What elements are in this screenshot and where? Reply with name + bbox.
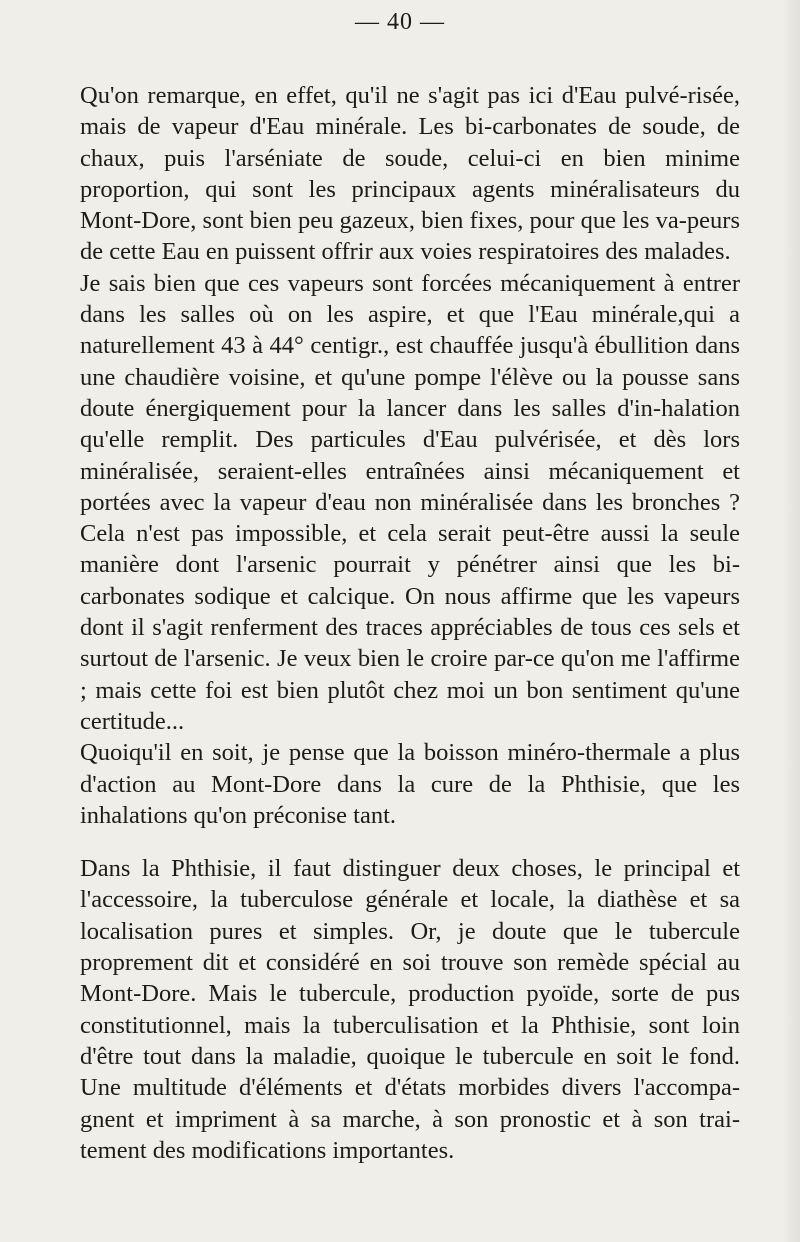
paragraph-2: Je sais bien que ces vapeurs sont forcées mécaniquement à entrer dans les salles où on les aspire, et que l'Eau minérale,qui a naturellement 43 à 44° centigr., est chauffée jusqu'à ébullition dans une chaudière voisine, et qu'une pompe l'élève ou la pousse sans doute énergiquement pour la lancer dans les salles d'in-halation qu'elle remplit. Des particules d'Eau pulvérisée, et dès lors minéralisée, seraient-elles entraînées ainsi mécaniquement et portées avec la vapeur d'eau non minéralisée dans les bronches ? Cela n'est pas impossible, et cela serait peut-être aussi la seule manière dont l'arsenic pourrait y pénétrer ainsi que les bi-carbonates sodique et calcique. On nous affirme que les vapeurs dont il s'agit renferment des traces appréciables de tous ces sels et surtout de l'arsenic. Je veux bien le croire par-ce qu'on me l'affirme ; mais cette foi est bien plutôt chez moi un bon sentiment qu'une certitude... bbox=[80, 269, 740, 735]
page-number: — 40 — bbox=[355, 9, 445, 35]
paragraph-1: Qu'on remarque, en effet, qu'il ne s'agit pas ici d'Eau pulvé-risée, mais de vapeur d'Eau minérale. Les bi-carbonates de soude, de chaux, puis l'arséniate de soude, celui-ci en bien minime proportion, qui sont les principaux agents minéralisateurs du Mont-Dore, sont bien peu gazeux, bien fixes, pour que les va-peurs de cette Eau en puissent offrir aux voies respiratoires des malades. bbox=[80, 82, 740, 266]
body-text bbox=[80, 80, 740, 1166]
paragraph-4: Dans la Phthisie, il faut distinguer deux choses, le principal et l'accessoire, la tuberculose générale et locale, la diathèse et sa localisation pures et simples. Or, je doute que le tubercule proprement dit et considéré en soi trouve son remède spécial au Mont-Dore. Mais le tubercule, production pyoïde, sorte de pus constitutionnel, mais la tuberculisation et la Phthisie, sont loin d'être tout dans la maladie, quoique le tubercule en soit le fond. Une multitude d'éléments et d'états morbides divers l'accompa-gnent et impriment à sa marche, à son pronostic et à son trai-tement des modifications importantes. bbox=[80, 855, 740, 1164]
page-edge-shadow bbox=[782, 0, 800, 1242]
paragraph-3: Quoiqu'il en soit, je pense que la boisson minéro-thermale a plus d'action au Mont-Dore dans la cure de la Phthisie, que les inhalations qu'on préconise tant. bbox=[80, 739, 740, 829]
